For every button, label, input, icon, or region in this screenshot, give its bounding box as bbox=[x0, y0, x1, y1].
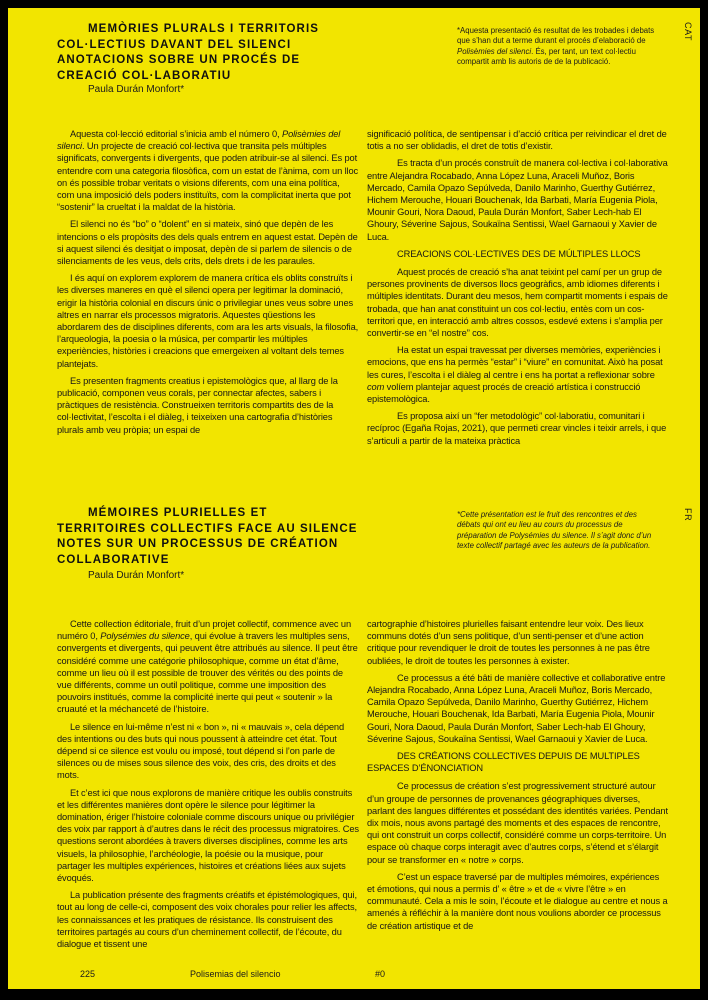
paragraph: Es proposa així un “fer metodològic” col·laboratiu, comunitari i recíproc (Egaña Rojas, 2021), que permeti crear vincles i teixir arrels, i que s’articuli a partir de la mateixa pràctica bbox=[367, 411, 667, 446]
paragraph: Es presenten fragments creatius i epistemològics que, al llarg de la publicació, componen veus corals, per connectar afectes, sabers i pràctiques de resistència. Construeixen territoris compartits des de la col·lectivitat, l’escolta i el diàleg, i teixeixen una cartografia d’històries plurals amb veu pròpia; un espai de bbox=[57, 375, 338, 435]
title-line: CREACIÓ COL·LABORATIU bbox=[57, 69, 232, 82]
footnote-cat: *Aquesta presentació és resultat de les trobades i debats que s’han dut a terme durant el procés d’elaboració de Polisèmies del silenci. És, per tant, un text col·lectiu compartit amb lis autoris de de la publicació. bbox=[457, 26, 655, 67]
paragraph: cartographie d’histoires plurielles faisant entendre leur voix. Des lieux communs dotés d’un sens politique, d’un senti-penser et d’une action critique pour revendiquer le droit de toutes les personnes à ne pas être oubliées, le droit de toutes les personnes à exister. bbox=[367, 619, 650, 666]
paragraph: Ce processus a été bâti de manière collective et collaborative entre Alejandra Rocabado, Anna López Luna, Araceli Muñoz, Boris Mercado, Camila Opazo Sepúlveda, Danilo Marinho, Guerthy Gutiérrez, Hichem Merouche, Houari Bouchenak, Ida Barbati, María Eugenia Piola, Mounir Gouri, Nora Daoud, Paula Durán Monfort, Saber Lech-hab El Ghoury, Séverine Sajous, Soukaïna Sentissi, Wael Garnaoui y Xavier de Luca. bbox=[367, 672, 666, 744]
paragraph: I és aquí on explorem explorem de manera crítica els oblits construïts i les diverses maneres en què el silenci opera per legitimar la dominació, erigir la història colonial en discurs únic o privilegiar unes veus sobre unes altres en narrar els processos migratoris. Aquestes qüestions les abordarem des de disciplines diferents, com ara les arts visuals, la filosofia, l’arqueologia, la poesia o la música, per compartir les múltiples experiències, històries i creacions que emergeixen al voltant dels temes plantejats. bbox=[57, 273, 359, 369]
title-line: NOTES SUR UN PROCESSUS DE CRÉATION bbox=[57, 538, 339, 550]
footnote-fr: *Cette présentation est le fruit des rencontres et des débats qui ont eu lieu au cours du processus de préparation de Polysémies du silence. Il s’agit donc d’un texte collectif partagé avec les auteurs de la publication. bbox=[457, 510, 652, 551]
title-line: MEMÒRIES PLURALS I TERRITORIS bbox=[88, 23, 320, 35]
paragraph: Le silence en lui-même n’est ni « bon », ni « mauvais », cela dépend des intentions ou des buts qui nous poussent à atteindre cet état. Tout dépend si ce silence est voulu ou imposé, tout dépend si l’on parle de silences ou de mises sous silence des voix, des cris, des droits et des mots. bbox=[57, 721, 345, 781]
paragraph: La publication présente des fragments créatifs et épistémologiques, qui, tout au long de celle-ci, composent des voix chorales pour relier les affects, les connaissances et les pratiques de résistance. Ils construisent des territoires partagés au cours d’un cheminement collectif, de l’écoute, du dialogue et tissent une bbox=[57, 890, 358, 950]
column-right-cat bbox=[367, 128, 669, 452]
body-columns-cat bbox=[57, 128, 669, 452]
paragraph: C’est un espace traversé par de multiples mémoires, expériences et émotions, qui nous a permis d’ « être » et de « vivre l’être » en communauté. Cela a mis le soin, l’écoute et le dialogue au centre et nous a amenés à réfléchir à la manière dont nous voulions aborder ce processus de création artistique et de bbox=[367, 871, 668, 931]
page bbox=[8, 8, 700, 989]
body-columns-fr bbox=[57, 618, 669, 955]
paragraph: Cette collection éditoriale, fruit d’un projet collectif, commence avec un numéro 0, Polysémies du silence, qui évolue à travers les multiples sens, convergents et divergents, qui peuvent être attribués au silence. Il peut être considéré comme une catégorie philosophique, comme un état d’âme, comme un lieu où il est possible de trouver des vérités ou des points de vue différents, comme un outil politique, comme une imposition des pouvoirs institués, comme la complicité inerte qui peut « soutenir » la cruauté et la méchanceté de l’histoire. bbox=[57, 619, 358, 715]
paragraph: Et c’est ici que nous explorons de manière critique les oublis construits et les différentes manières dont opère le silence pour légitimer la domination, ériger l’histoire coloniale comme discours unique ou privilégier des voix par rapport à d’autres dans le récit des processus migratoires. Ces questions seront abordées à travers diverses disciplines, comme les arts visuels, la philosophie, l’archéologie, la poésie ou la musique, pour partager les multiples expériences, histoires et créations liées aux sujets évoqués. bbox=[57, 787, 359, 884]
paragraph: El silenci no és “bo” o “dolent” en si mateix, sinó que depèn de les intencions o els propòsits des dels quals entrem en aquest estat. Depèn de si aquest silenci és desitjat o imposat, depèn de si parlem de silencis o de silenciaments de les veus, dels crits, dels drets i de les paraules. bbox=[57, 219, 358, 267]
column-right-fr bbox=[367, 618, 669, 955]
author-name-cat: Paula Durán Monfort* bbox=[88, 84, 185, 95]
footer-page-number: 225 bbox=[80, 969, 96, 979]
paragraph: Ha estat un espai travessat per diverses memòries, experiències i emocions, que ens ha permès “estar” i “viure” en comunitat. Això ha posat les cures, l’escolta i el diàleg al centre i ens ha portat a reflexionar sobre com volíem plantejar aquest procés de creació artística i construcció epistemològica. bbox=[367, 345, 663, 405]
footer-publication-title: Polisemias del silencio bbox=[190, 969, 281, 979]
column-left-fr bbox=[57, 618, 359, 955]
subheading-cat: CREACIONS COL·LECTIVES DES DE MÚLTIPLES LLOCS bbox=[397, 248, 641, 259]
column-left-cat bbox=[57, 128, 359, 452]
language-tab-cat: CAT bbox=[683, 22, 693, 42]
title-line: MÉMOIRES PLURIELLES ET bbox=[88, 507, 268, 519]
title-line: TERRITOIRES COLLECTIFS FACE AU SILENCE bbox=[57, 522, 358, 535]
footer-issue-number: #0 bbox=[375, 969, 386, 979]
paragraph: Es tracta d’un procés construït de manera col·lectiva i col·laborativa entre Alejandra Rocabado, Anna López Luna, Araceli Muñoz, Boris Mercado, Camila Opazo Sepúlveda, Danilo Marinho, Guerthy Gutiérrez, Hichem Merouche, Houari Bouchenak, Ida Barbati, María Eugenia Piola, Mounir Gouri, Nora Daoud, Paula Durán Monfort, Saber Lech-hab El Ghoury, Séverine Sajous, Soukaïna Sentissi, Wael Garnaoui y Xavier de Luca. bbox=[367, 158, 668, 242]
paragraph: Ce processus de création s’est progressivement structuré autour d’un groupe de personnes de provenances géographiques diverses, parlant des langues différentes et possédant des identités variées. Pendant dix mois, nous avons partagé des moments et des espaces de rencontre, qui ont construit un corps collectif, considéré comme un corps-territoire. Un espace où chaque corps interagit avec d’autres corps, s’étend et s’élargit pour se transformer en « notre » corps. bbox=[367, 781, 668, 865]
title-line: COLLABORATIVE bbox=[57, 553, 170, 566]
title-line: COL·LECTIUS DAVANT DEL SILENCI bbox=[57, 38, 292, 51]
section-title-fr bbox=[57, 506, 358, 568]
language-tab-fr: FR bbox=[683, 508, 693, 522]
section-title-cat bbox=[57, 22, 319, 84]
title-line: ANOTACIONS SOBRE UN PROCÉS DE bbox=[57, 54, 301, 66]
author-name-fr: Paula Durán Monfort* bbox=[88, 570, 185, 581]
paragraph: Aquesta col·lecció editorial s’inicia amb el número 0, Polisèmies del silenci. Un projecte de creació col·lectiva que transita pels múltiples significats, convergents i divergents, que poden atribuir-se al silenci. Es pot entendre com una categoria filosòfica, com un estat de l’ànima, com un lloc on és possible trobar veritats o visions diferents, com una eina política, com una imposició dels poders instituïts, com la complicitat inerta que pot “sostenir” la crueltat i la maldat de la història. bbox=[57, 129, 359, 213]
paragraph: significació política, de sentipensar i d’acció crítica per reivindicar el dret de totis a no ser oblidadis, el dret de totis d’existir. bbox=[367, 129, 667, 152]
subheading-fr: DES CRÉATIONS COLLECTIVES DEPUIS DE MULTIPLES ESPACES D’ÉNONCIATION bbox=[367, 751, 640, 774]
paragraph: Aquest procés de creació s’ha anat teixint pel camí per un grup de persones provinents de diversos llocs geogràfics, amb idiomes diferents i múltiples identitats. Durant deu mesos, hem compartit moments i espais de trobada, que han anat constituint un cos col·lectiu, entès com un cos-territori que, en interacció amb altres cossos, esdevé extens i s’amplia per convertir-se en “el nostre” cos. bbox=[367, 267, 668, 339]
